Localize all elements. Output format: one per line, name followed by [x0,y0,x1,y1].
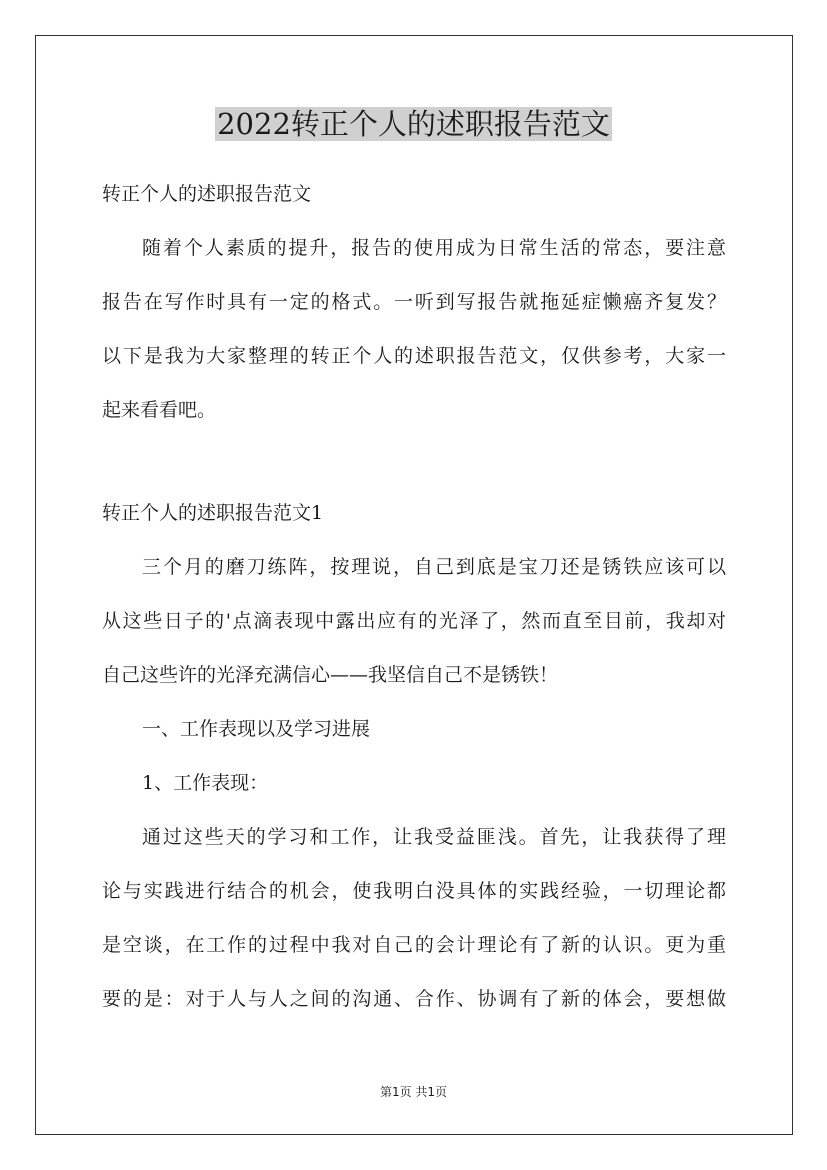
section-heading: 转正个人的述职报告范文1 [102,502,324,524]
paragraph-line: 通过这些天的学习和工作，让我受益匪浅。首先，让我获得了理 [142,826,726,848]
paragraph-line: 要的是：对于人与人之间的沟通、合作、协调有了新的体会，要想做 [102,988,726,1010]
paragraph-line: 自己这些许的光泽充满信心——我坚信自己不是锈铁！ [102,664,559,686]
paragraph-line: 三个月的磨刀练阵，按理说，自己到底是宝刀还是锈铁应该可以 [142,556,726,578]
subsection-heading: 1、工作表现： [142,772,269,794]
paragraph-line: 论与实践进行结合的机会，使我明白没具体的实践经验，一切理论都 [102,880,726,902]
document-title: 2022转正个人的述职报告范文 [217,107,610,141]
paragraph-line: 是空谈，在工作的过程中我对自己的会计理论有了新的认识。更为重 [102,934,726,956]
paragraph-line: 从这些日子的'点滴表现中露出应有的光泽了，然而直至目前，我却对 [102,610,726,632]
paragraph-gap [102,444,726,493]
document-body [102,174,726,1033]
page-footer: 第1页 共1页 [379,1085,448,1099]
subsection-heading: 一、工作表现以及学习进展 [142,718,371,740]
section-heading: 转正个人的述职报告范文 [102,183,312,205]
paragraph-line: 起来看看吧。 [102,399,217,421]
paragraph-line: 报告在写作时具有一定的格式。一听到写报告就拖延症懒癌齐复发？ [102,291,726,313]
paragraph-line: 以下是我为大家整理的转正个人的述职报告范文，仅供参考，大家一 [102,345,726,367]
paragraph-line: 随着个人素质的提升，报告的使用成为日常生活的常态，要注意 [142,237,726,259]
